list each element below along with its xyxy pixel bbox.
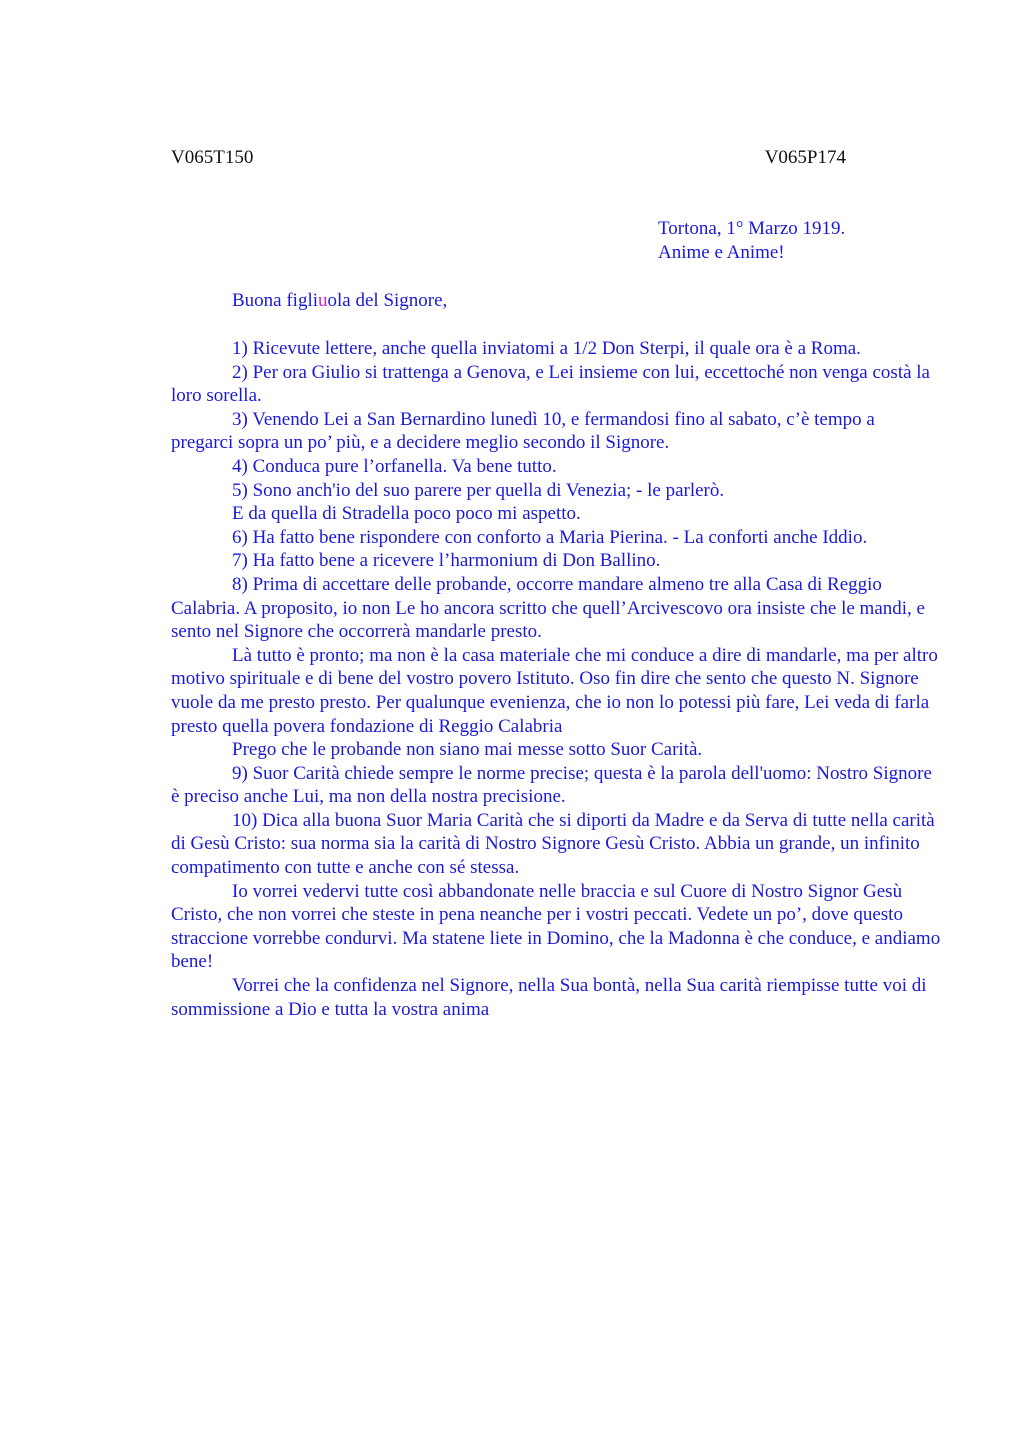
document-code-right: V065P174 [764, 147, 846, 168]
dateline [658, 217, 845, 264]
document-code-left: V065T150 [171, 147, 254, 168]
paragraph: 6) Ha fatto bene rispondere con conforto a Maria Pierina. - La conforti anche Iddio. [232, 526, 868, 548]
paragraph: 5) Sono anch'io del suo parere per quella di Venezia; - le parlerò. [232, 479, 725, 501]
paragraph: 8) Prima di accettare delle probande, occorre mandare almeno tre alla Casa di Reggio Calabria. A proposito, io non Le ho ancora scritto che quell’Arcivescovo ora insiste che le mandi, e sento nel Signore che occorrerà mandarle presto. [171, 573, 925, 643]
salutation-highlight: u [318, 290, 328, 311]
paragraph: 3) Venendo Lei a San Bernardino lunedì 10, e fermandosi fino al sabato, c’è tempo a pregarci sopra un po’ più, e a decidere meglio secondo il Signore. [171, 408, 875, 454]
paragraph: 1) Ricevute lettere, anche quella inviatomi a 1/2 Don Sterpi, il quale ora è a Roma. [232, 338, 861, 359]
salutation-part-2: ola del Signore, [327, 290, 448, 311]
paragraph: E da quella di Stradella poco poco mi aspetto. [232, 503, 581, 525]
paragraph: 2) Per ora Giulio si trattenga a Genova, e Lei insieme con lui, eccettoché non venga costà la loro sorella. [171, 361, 930, 407]
paragraph: 7) Ha fatto bene a ricevere l’harmonium di Don Ballino. [232, 550, 661, 572]
paragraph: 4) Conduca pure l’orfanella. Va bene tutto. [232, 455, 557, 477]
paragraph: 10) Dica alla buona Suor Maria Carità che si diporti da Madre e da Serva di tutte nella carità di Gesù Cristo: sua norma sia la carità di Nostro Signore Gesù Cristo. Abbia un grande, un infinito compatimento con tutte e anche con sé stessa. [171, 809, 935, 879]
paragraph: Là tutto è pronto; ma non è la casa materiale che mi conduce a dire di mandarle, ma per altro motivo spirituale e di bene del vostro povero Istituto. Oso fin dire che sento che questo N. Signore vuole da me presto presto. Per qualunque evenienza, che io non lo potessi più fare, Lei veda di farla presto quella povera fondazione di Reggio Calabria [171, 644, 938, 737]
salutation [232, 289, 447, 313]
place-date: Tortona, 1° Marzo 1919. [658, 218, 846, 239]
paragraph: 9) Suor Carità chiede sempre le norme precise; questa è la parola dell'uomo: Nostro Signore è preciso anche Lui, ma non della nostra precisione. [171, 762, 932, 808]
paragraph: Vorrei che la confidenza nel Signore, nella Sua bontà, nella Sua carità riempisse tutte voi di sommissione a Dio e tutta la vostra anima [171, 975, 927, 1020]
motto: Anime e Anime! [658, 241, 785, 263]
paragraph: Io vorrei vedervi tutte così abbandonate nelle braccia e sul Cuore di Nostro Signor Gesù Cristo, che non vorrei che steste in pena neanche per i vostri peccati. Vedete un po’, dove questo straccione vorrebbe condurvi. Ma statene liete in Domino, che la Madonna è che conduce, e andiamo bene! [171, 880, 941, 973]
salutation-part-1: Buona figli [232, 290, 319, 311]
letter-body [171, 337, 941, 1021]
paragraph: Prego che le probande non siano mai messe sotto Suor Carità. [232, 739, 703, 761]
